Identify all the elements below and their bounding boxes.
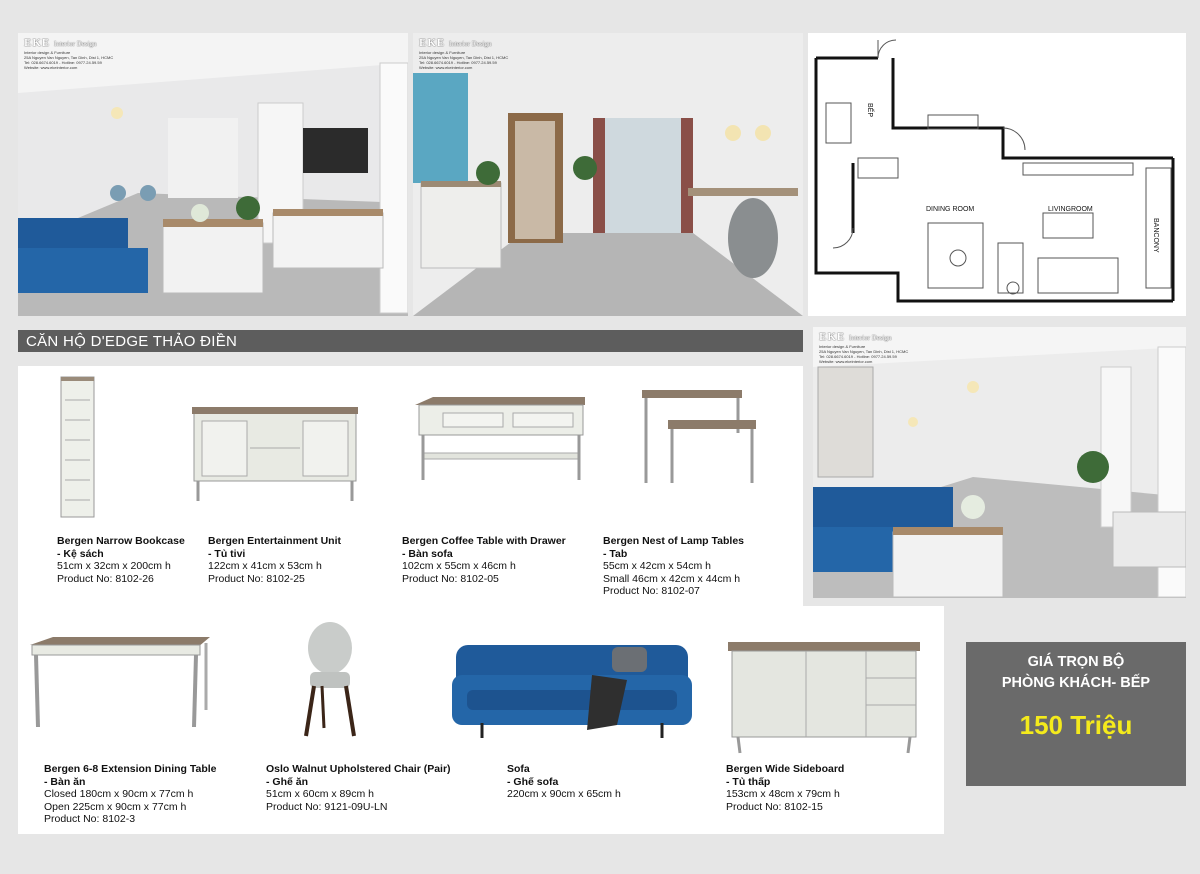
- floorplan-label-bep: BẾP: [866, 103, 873, 118]
- living-room-photo-2: [813, 327, 1186, 598]
- dining-room-photo: [413, 33, 803, 316]
- product-dims: 55cm x 42cm x 54cm h: [603, 560, 711, 572]
- dining-table-image: [28, 635, 213, 730]
- product-sideboard: [726, 763, 844, 813]
- project-title-bar: [18, 330, 803, 352]
- floorplan-label-dining: DINING ROOM: [926, 206, 975, 213]
- floor-plan: [808, 33, 1186, 316]
- product-type: - Tủ thấp: [726, 775, 771, 788]
- product-type: - Bàn ăn: [44, 775, 86, 788]
- product-name: Oslo Walnut Upholstered Chair (Pair): [266, 763, 451, 775]
- product-name: Bergen Entertainment Unit: [208, 535, 342, 547]
- eke-logo: EKE Interior Design Interior design & Furniture 25A Nguyen Van Nguyen, Tan Dinh, Dist 1, HCMC Tel: 028.6674.6019 - Hotline: 0977.24.59.59 Website: www.ekeinterior.com: [819, 331, 909, 364]
- product-dining-chair: [266, 763, 451, 813]
- product-number: Product No: 8102-05: [402, 572, 499, 585]
- product-name: Bergen Nest of Lamp Tables: [603, 535, 745, 547]
- product-name: Bergen Wide Sideboard: [726, 763, 845, 775]
- sideboard-image: [728, 640, 920, 755]
- product-name: Bergen Narrow Bookcase: [57, 535, 185, 547]
- eke-logo: EKE Interior Design Interior design & Furniture 25A Nguyen Van Nguyen, Tan Dinh, Dist 1, HCMC Tel: 028.6674.6019 - Hotline: 0977.24.59.59 Website: www.ekeinterior.com: [24, 37, 114, 70]
- product-sofa: [507, 763, 621, 801]
- product-dims: Small 46cm x 42cm x 44cm h: [603, 572, 741, 585]
- product-bookcase: [57, 535, 185, 585]
- product-number: Product No: 8102-26: [57, 572, 154, 585]
- floorplan-label-living: LIVINGROOM: [1048, 206, 1093, 213]
- floorplan-label-balcony: BANCONY: [1152, 218, 1159, 253]
- project-title: CĂN HỘ D'EDGE THẢO ĐIỀN: [26, 333, 238, 350]
- product-number: Product No: 9121-09U-LN: [266, 800, 388, 813]
- living-room-photo-1: [18, 33, 408, 316]
- product-number: Product No: 8102-07: [603, 585, 700, 597]
- product-dims: 51cm x 60cm x 89cm h: [266, 788, 374, 800]
- price-box: [966, 642, 1186, 786]
- price-label-line2: PHÒNG KHÁCH- BẾP: [1001, 675, 1151, 691]
- product-dims: 51cm x 32cm x 200cm h: [57, 560, 171, 572]
- product-dims: 220cm x 90cm x 65cm h: [507, 788, 621, 800]
- product-type: - Bàn sofa: [402, 547, 453, 560]
- dining-chair-image: [300, 620, 360, 740]
- product-name: Bergen Coffee Table with Drawer: [402, 535, 566, 547]
- product-lamp-tables: [603, 535, 744, 598]
- product-type: - Tủ tivi: [208, 547, 246, 560]
- product-type: - Tab: [603, 547, 628, 560]
- bookcase-image: [55, 375, 100, 520]
- product-dims: Open 225cm x 90cm x 77cm h: [44, 800, 187, 813]
- product-dims: 102cm x 55cm x 46cm h: [402, 560, 516, 572]
- lamp-tables-image: [640, 388, 760, 488]
- product-entertainment-unit: [208, 535, 341, 585]
- product-number: Product No: 8102-3: [44, 813, 136, 825]
- price-value: 150 Triệu: [1019, 710, 1133, 740]
- product-number: Product No: 8102-15: [726, 800, 823, 813]
- product-dims: 122cm x 41cm x 53cm h: [208, 560, 322, 572]
- product-type: - Ghế ăn: [266, 775, 309, 788]
- coffee-table-image: [413, 395, 588, 485]
- product-type: - Kệ sách: [57, 547, 104, 560]
- eke-logo: EKE Interior Design Interior design & Furniture 25A Nguyen Van Nguyen, Tan Dinh, Dist 1, HCMC Tel: 028.6674.6019 - Hotline: 0977.24.59.59 Website: www.ekeinterior.com: [419, 37, 509, 70]
- product-dining-table: [44, 763, 217, 826]
- product-dims: Closed 180cm x 90cm x 77cm h: [44, 788, 194, 800]
- product-name: Sofa: [507, 763, 530, 775]
- entertainment-unit-image: [190, 405, 360, 505]
- product-name: Bergen 6-8 Extension Dining Table: [44, 763, 217, 775]
- product-coffee-table: [402, 535, 566, 585]
- product-type: - Ghế sofa: [507, 775, 559, 788]
- sofa-image: [452, 635, 692, 740]
- price-label-line1: GIÁ TRỌN BỘ: [1027, 654, 1125, 670]
- product-dims: 153cm x 48cm x 79cm h: [726, 788, 840, 800]
- product-number: Product No: 8102-25: [208, 572, 305, 585]
